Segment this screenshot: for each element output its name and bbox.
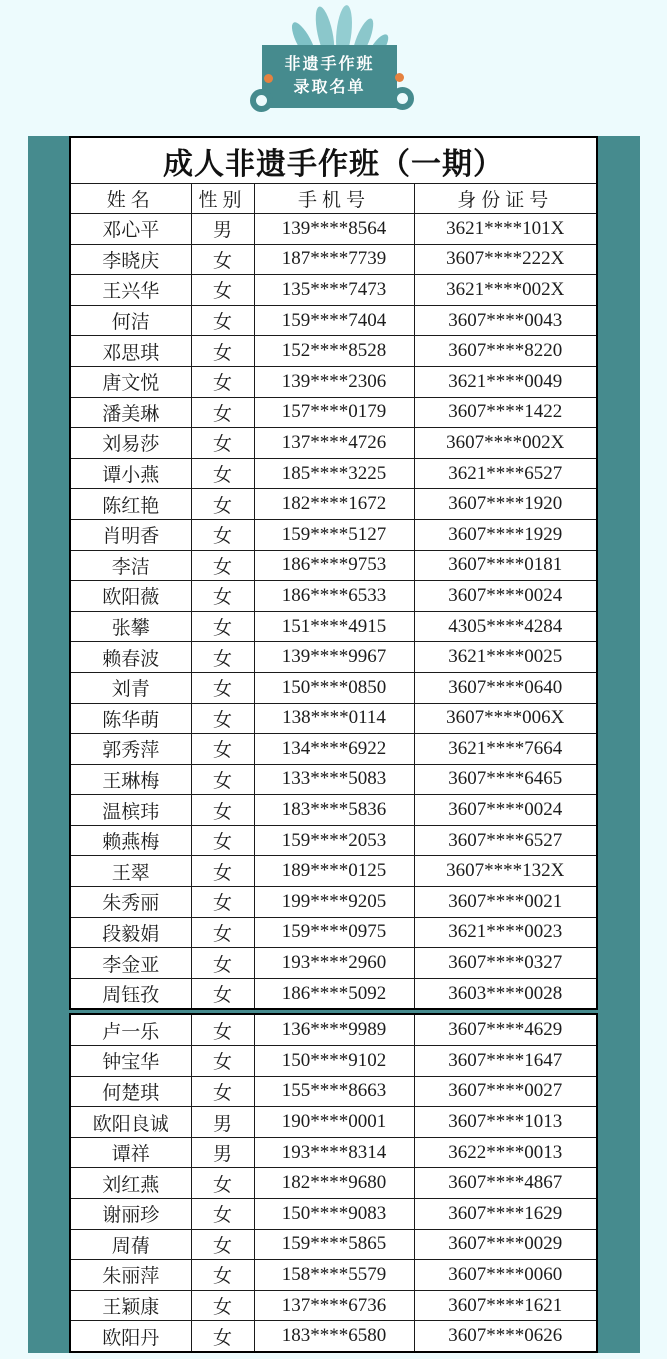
name-cell: 邓心平: [70, 214, 191, 245]
table-title-row: [70, 137, 597, 184]
name-cell: 何楚琪: [70, 1076, 191, 1107]
name-cell: 陈华萌: [70, 703, 191, 734]
id-cell: 3607****0027: [414, 1076, 597, 1107]
table-row: [70, 1290, 597, 1321]
table-row: [70, 336, 597, 367]
phone-cell: 139****2306: [254, 366, 414, 397]
phone-cell: 159****5127: [254, 519, 414, 550]
name-cell: 朱丽萍: [70, 1260, 191, 1291]
table-row: [70, 1199, 597, 1230]
id-cell: 3607****1013: [414, 1107, 597, 1138]
gender-cell: 女: [191, 978, 254, 1009]
table-row: [70, 764, 597, 795]
name-cell: 钟宝华: [70, 1046, 191, 1077]
name-cell: 卢一乐: [70, 1014, 191, 1045]
ring-icon: [391, 87, 414, 110]
phone-cell: 185****3225: [254, 458, 414, 489]
table-row: [70, 734, 597, 765]
gender-cell: 男: [191, 1137, 254, 1168]
name-cell: 周钰孜: [70, 978, 191, 1009]
id-cell: 3607****132X: [414, 856, 597, 887]
phone-cell: 186****6533: [254, 581, 414, 612]
gender-cell: 女: [191, 795, 254, 826]
table-row: [70, 366, 597, 397]
name-cell: 谭祥: [70, 1137, 191, 1168]
admission-table-section-2: [69, 1013, 598, 1353]
gender-cell: 女: [191, 550, 254, 581]
phone-cell: 182****9680: [254, 1168, 414, 1199]
table-body-section-2: [70, 1014, 597, 1352]
gender-cell: 女: [191, 1046, 254, 1077]
name-cell: 欧阳丹: [70, 1321, 191, 1352]
table-row: [70, 1076, 597, 1107]
phone-cell: 183****5836: [254, 795, 414, 826]
id-cell: 3607****8220: [414, 336, 597, 367]
id-cell: 3621****7664: [414, 734, 597, 765]
id-cell: 3607****1647: [414, 1046, 597, 1077]
id-cell: 4305****4284: [414, 611, 597, 642]
gender-cell: 女: [191, 275, 254, 306]
phone-cell: 187****7739: [254, 244, 414, 275]
name-cell: 王兴华: [70, 275, 191, 306]
phone-cell: 157****0179: [254, 397, 414, 428]
phone-cell: 186****5092: [254, 978, 414, 1009]
phone-cell: 150****0850: [254, 672, 414, 703]
id-cell: 3607****0024: [414, 581, 597, 612]
gender-cell: 女: [191, 397, 254, 428]
name-cell: 欧阳良诚: [70, 1107, 191, 1138]
phone-cell: 136****9989: [254, 1014, 414, 1045]
name-cell: 朱秀丽: [70, 887, 191, 918]
gender-cell: 女: [191, 1076, 254, 1107]
table-row: [70, 214, 597, 245]
name-cell: 王翠: [70, 856, 191, 887]
gender-cell: 女: [191, 458, 254, 489]
table-row: [70, 550, 597, 581]
table-row: [70, 672, 597, 703]
id-cell: 3603****0028: [414, 978, 597, 1009]
header-decoration-area: [0, 0, 667, 136]
id-cell: 3607****0626: [414, 1321, 597, 1352]
gender-cell: 女: [191, 305, 254, 336]
gender-cell: 女: [191, 917, 254, 948]
phone-cell: 137****4726: [254, 428, 414, 459]
name-cell: 潘美琳: [70, 397, 191, 428]
table-row: [70, 1260, 597, 1291]
name-cell: 刘红燕: [70, 1168, 191, 1199]
phone-cell: 155****8663: [254, 1076, 414, 1107]
gender-cell: 女: [191, 948, 254, 979]
name-cell: 段毅娟: [70, 917, 191, 948]
id-cell: 3621****0023: [414, 917, 597, 948]
name-cell: 刘青: [70, 672, 191, 703]
id-cell: 3621****002X: [414, 275, 597, 306]
name-cell: 温槟玮: [70, 795, 191, 826]
name-cell: 郭秀萍: [70, 734, 191, 765]
id-cell: 3607****0181: [414, 550, 597, 581]
id-cell: 3607****1621: [414, 1290, 597, 1321]
table-row: [70, 1137, 597, 1168]
name-cell: 唐文悦: [70, 366, 191, 397]
gender-cell: 男: [191, 214, 254, 245]
id-cell: 3621****0049: [414, 366, 597, 397]
phone-cell: 150****9102: [254, 1046, 414, 1077]
phone-cell: 150****9083: [254, 1199, 414, 1230]
id-cell: 3607****1629: [414, 1199, 597, 1230]
table-row: [70, 397, 597, 428]
name-cell: 谭小燕: [70, 458, 191, 489]
phone-cell: 159****2053: [254, 825, 414, 856]
table-row: [70, 795, 597, 826]
phone-cell: 193****8314: [254, 1137, 414, 1168]
id-cell: 3607****1422: [414, 397, 597, 428]
table-row: [70, 917, 597, 948]
table-row: [70, 703, 597, 734]
table-row: [70, 1014, 597, 1045]
phone-cell: 133****5083: [254, 764, 414, 795]
column-header-name: 姓名: [70, 184, 191, 214]
table-body-section-1: [70, 214, 597, 1010]
table-row: [70, 458, 597, 489]
table-row: [70, 1046, 597, 1077]
gender-cell: 女: [191, 1168, 254, 1199]
table-row: [70, 948, 597, 979]
column-header-phone: 手机号: [254, 184, 414, 214]
id-cell: 3622****0013: [414, 1137, 597, 1168]
table-row: [70, 305, 597, 336]
table-row: [70, 275, 597, 306]
id-cell: 3607****6465: [414, 764, 597, 795]
table-row: [70, 519, 597, 550]
id-cell: 3621****6527: [414, 458, 597, 489]
id-cell: 3607****0043: [414, 305, 597, 336]
id-cell: 3607****1929: [414, 519, 597, 550]
gender-cell: 女: [191, 489, 254, 520]
name-cell: 肖明香: [70, 519, 191, 550]
title-badge: [262, 45, 397, 108]
table-row: [70, 1229, 597, 1260]
phone-cell: 139****8564: [254, 214, 414, 245]
id-cell: 3607****6527: [414, 825, 597, 856]
dot-icon: [264, 74, 273, 83]
name-cell: 李金亚: [70, 948, 191, 979]
phone-cell: 186****9753: [254, 550, 414, 581]
teal-panel: [28, 136, 640, 1353]
id-cell: 3607****1920: [414, 489, 597, 520]
gender-cell: 女: [191, 581, 254, 612]
name-cell: 谢丽珍: [70, 1199, 191, 1230]
gender-cell: 女: [191, 611, 254, 642]
phone-cell: 190****0001: [254, 1107, 414, 1138]
id-cell: 3607****4867: [414, 1168, 597, 1199]
phone-cell: 159****7404: [254, 305, 414, 336]
phone-cell: 152****8528: [254, 336, 414, 367]
name-cell: 何洁: [70, 305, 191, 336]
gender-cell: 女: [191, 1014, 254, 1045]
table-row: [70, 581, 597, 612]
id-cell: 3607****0021: [414, 887, 597, 918]
name-cell: 张攀: [70, 611, 191, 642]
gender-cell: 女: [191, 1229, 254, 1260]
table-row: [70, 1168, 597, 1199]
admission-table-section-1: [69, 136, 598, 1010]
gender-cell: 女: [191, 642, 254, 673]
table-row: [70, 978, 597, 1009]
gender-cell: 女: [191, 1290, 254, 1321]
table-title: 成人非遗手作班（一期）: [70, 137, 597, 184]
name-cell: 欧阳薇: [70, 581, 191, 612]
id-cell: 3607****4629: [414, 1014, 597, 1045]
table-row: [70, 489, 597, 520]
table-row: [70, 1107, 597, 1138]
id-cell: 3607****006X: [414, 703, 597, 734]
id-cell: 3607****0060: [414, 1260, 597, 1291]
column-header-gender: 性别: [191, 184, 254, 214]
id-cell: 3621****101X: [414, 214, 597, 245]
id-cell: 3607****0029: [414, 1229, 597, 1260]
table-row: [70, 428, 597, 459]
phone-cell: 189****0125: [254, 856, 414, 887]
gender-cell: 女: [191, 1199, 254, 1230]
name-cell: 王琳梅: [70, 764, 191, 795]
phone-cell: 139****9967: [254, 642, 414, 673]
table-row: [70, 887, 597, 918]
name-cell: 周蒨: [70, 1229, 191, 1260]
gender-cell: 女: [191, 734, 254, 765]
phone-cell: 158****5579: [254, 1260, 414, 1291]
name-cell: 李晓庆: [70, 244, 191, 275]
gender-cell: 男: [191, 1107, 254, 1138]
id-cell: 3607****002X: [414, 428, 597, 459]
id-cell: 3607****0024: [414, 795, 597, 826]
badge-line-1: 非遗手作班: [284, 56, 375, 73]
gender-cell: 女: [191, 856, 254, 887]
gender-cell: 女: [191, 825, 254, 856]
gender-cell: 女: [191, 366, 254, 397]
name-cell: 刘易莎: [70, 428, 191, 459]
name-cell: 陈红艳: [70, 489, 191, 520]
table-row: [70, 1321, 597, 1352]
table-header-row: [70, 184, 597, 214]
gender-cell: 女: [191, 519, 254, 550]
table-row: [70, 611, 597, 642]
id-cell: 3607****222X: [414, 244, 597, 275]
name-cell: 王颖康: [70, 1290, 191, 1321]
name-cell: 赖燕梅: [70, 825, 191, 856]
gender-cell: 女: [191, 244, 254, 275]
table-row: [70, 825, 597, 856]
table-row: [70, 244, 597, 275]
gender-cell: 女: [191, 672, 254, 703]
phone-cell: 151****4915: [254, 611, 414, 642]
dot-icon: [395, 73, 404, 82]
phone-cell: 159****5865: [254, 1229, 414, 1260]
phone-cell: 135****7473: [254, 275, 414, 306]
id-cell: 3607****0327: [414, 948, 597, 979]
name-cell: 李洁: [70, 550, 191, 581]
table-row: [70, 856, 597, 887]
phone-cell: 183****6580: [254, 1321, 414, 1352]
phone-cell: 134****6922: [254, 734, 414, 765]
gender-cell: 女: [191, 764, 254, 795]
phone-cell: 199****9205: [254, 887, 414, 918]
gender-cell: 女: [191, 703, 254, 734]
column-header-id: 身份证号: [414, 184, 597, 214]
phone-cell: 137****6736: [254, 1290, 414, 1321]
name-cell: 赖春波: [70, 642, 191, 673]
gender-cell: 女: [191, 887, 254, 918]
phone-cell: 138****0114: [254, 703, 414, 734]
gender-cell: 女: [191, 428, 254, 459]
id-cell: 3607****0640: [414, 672, 597, 703]
gender-cell: 女: [191, 1321, 254, 1352]
phone-cell: 182****1672: [254, 489, 414, 520]
gender-cell: 女: [191, 1260, 254, 1291]
phone-cell: 193****2960: [254, 948, 414, 979]
gender-cell: 女: [191, 336, 254, 367]
id-cell: 3621****0025: [414, 642, 597, 673]
ring-icon: [250, 89, 273, 112]
table-row: [70, 642, 597, 673]
phone-cell: 159****0975: [254, 917, 414, 948]
name-cell: 邓思琪: [70, 336, 191, 367]
badge-line-2: 录取名单: [293, 79, 366, 96]
